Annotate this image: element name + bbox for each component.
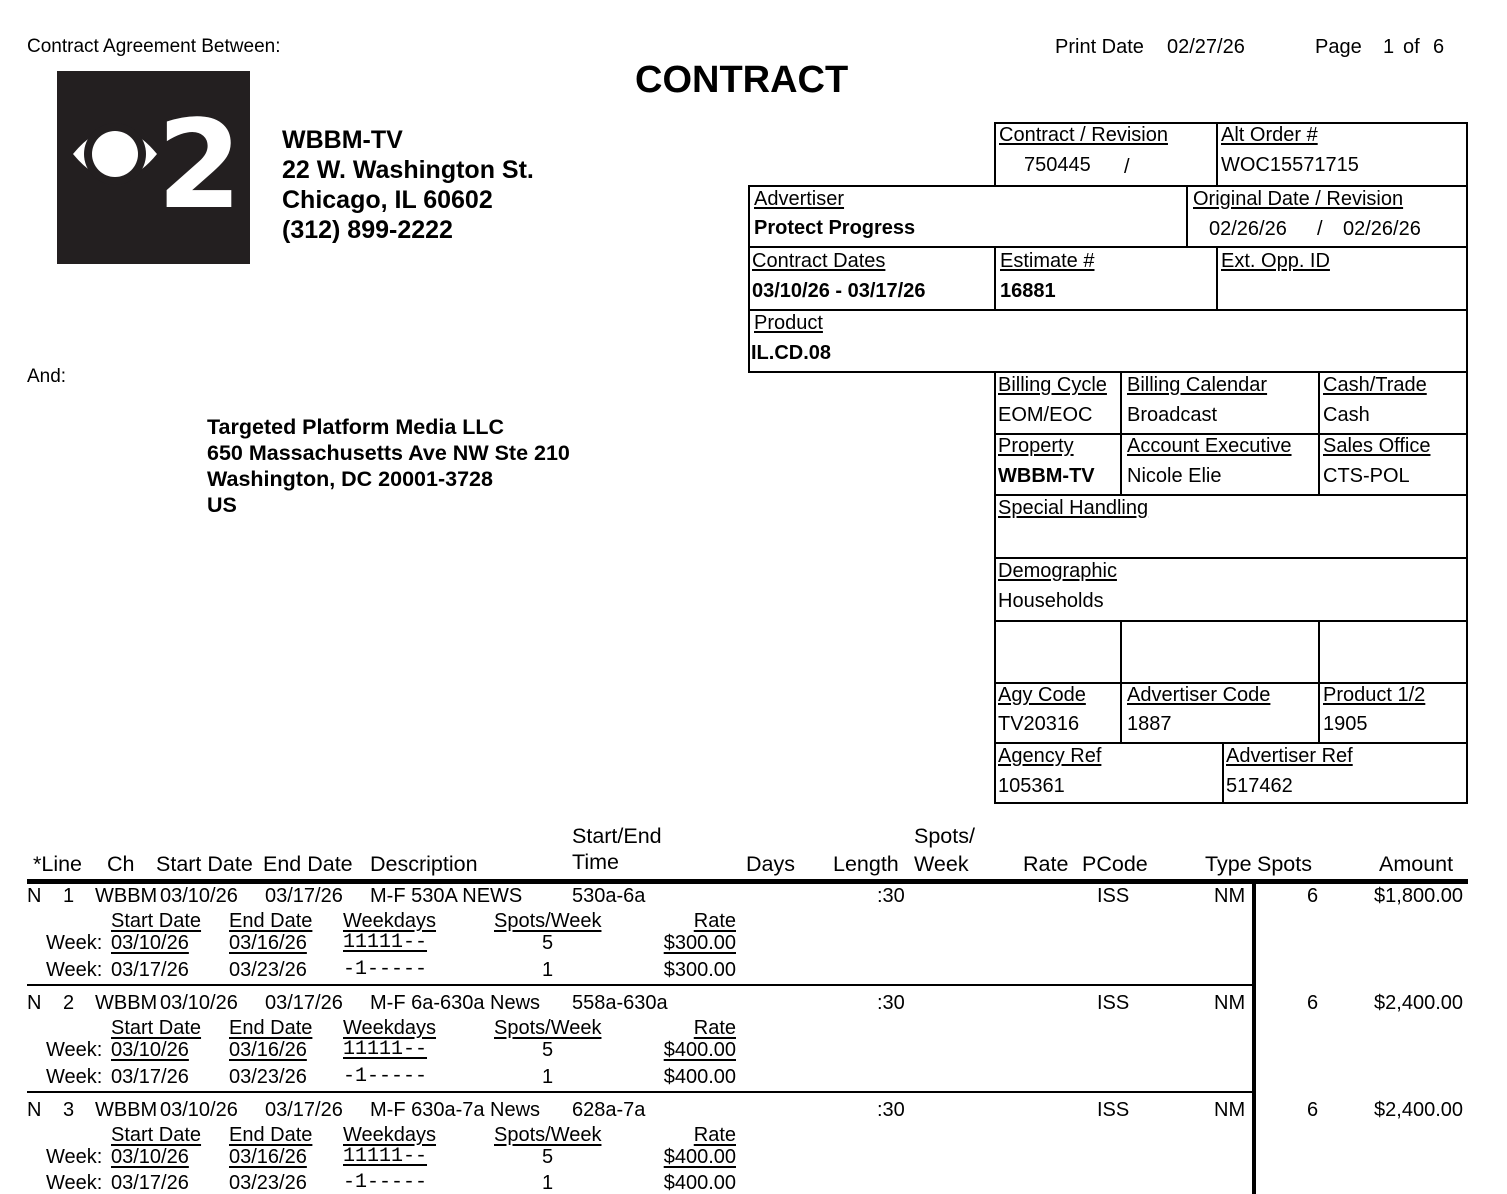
print-date-label: Print Date bbox=[1055, 36, 1144, 58]
week-end: 03/16/26 bbox=[229, 1039, 307, 1061]
contract-dates: 03/10/26 - 03/17/26 bbox=[752, 280, 926, 302]
agy-code-label: Agy Code bbox=[998, 684, 1086, 706]
sub-spots-week: Spots/Week bbox=[494, 1017, 602, 1039]
alt-order-label: Alt Order # bbox=[1221, 124, 1318, 146]
sub-end-date: End Date bbox=[229, 1017, 313, 1039]
row-flag: N bbox=[27, 1099, 42, 1121]
row-description: M-F 630a-7a News bbox=[370, 1099, 541, 1121]
property: WBBM-TV bbox=[998, 465, 1095, 487]
line-divider bbox=[27, 984, 1254, 986]
product12-label: Product 1/2 bbox=[1323, 684, 1426, 706]
advertiser: Protect Progress bbox=[754, 217, 916, 239]
alt-order: WOC15571715 bbox=[1221, 154, 1359, 176]
col-end-date: End Date bbox=[263, 852, 353, 876]
week-weekdays: 11111-- bbox=[343, 931, 428, 954]
original-date-slash: / bbox=[1317, 218, 1323, 240]
agency-address1: 650 Massachusetts Ave NW Ste 210 bbox=[207, 441, 570, 465]
row-length: :30 bbox=[877, 885, 905, 907]
col-time-top: Start/End bbox=[572, 824, 662, 848]
row-description: M-F 530A NEWS bbox=[370, 885, 523, 907]
sub-rate: Rate bbox=[693, 1124, 736, 1146]
week-end: 03/23/26 bbox=[229, 959, 307, 981]
week-start: 03/17/26 bbox=[111, 959, 189, 981]
advertiser-ref: 517462 bbox=[1226, 775, 1293, 797]
line-divider bbox=[27, 1091, 1254, 1093]
week-start: 03/10/26 bbox=[111, 1146, 189, 1168]
col-days: Days bbox=[746, 852, 795, 876]
estimate: 16881 bbox=[1000, 280, 1056, 302]
sub-weekdays: Weekdays bbox=[343, 910, 437, 932]
row-spots: 6 bbox=[1307, 1099, 1319, 1121]
week-label: Week: bbox=[46, 1066, 103, 1088]
station-logo bbox=[57, 71, 250, 264]
special-handling-label: Special Handling bbox=[998, 497, 1149, 519]
row-length: :30 bbox=[877, 992, 905, 1014]
revision-date: 02/26/26 bbox=[1343, 218, 1421, 240]
row-start: 03/10/26 bbox=[160, 1099, 238, 1121]
week-weekdays: 11111-- bbox=[343, 1038, 428, 1061]
billing-cycle: EOM/EOC bbox=[998, 404, 1093, 426]
week-label: Week: bbox=[46, 1146, 103, 1168]
week-label: Week: bbox=[46, 932, 103, 954]
product: IL.CD.08 bbox=[751, 342, 832, 364]
sub-weekdays: Weekdays bbox=[343, 1017, 437, 1039]
week-label: Week: bbox=[46, 959, 103, 981]
sub-start-date: Start Date bbox=[111, 910, 202, 932]
week-spots: 5 bbox=[542, 1146, 554, 1168]
row-pcode: ISS bbox=[1097, 885, 1130, 907]
week-rate: $300.00 bbox=[663, 932, 736, 954]
week-weekdays: -1----- bbox=[343, 1171, 428, 1194]
row-time: 558a-630a bbox=[572, 992, 668, 1014]
original-date: 02/26/26 bbox=[1209, 218, 1287, 240]
sub-rate: Rate bbox=[693, 910, 736, 932]
advertiser-label: Advertiser bbox=[754, 188, 845, 210]
agency-country: US bbox=[207, 493, 237, 517]
advertiser-code-label: Advertiser Code bbox=[1127, 684, 1271, 706]
week-end: 03/16/26 bbox=[229, 1146, 307, 1168]
week-spots: 5 bbox=[542, 1039, 554, 1061]
billing-calendar: Broadcast bbox=[1127, 404, 1218, 426]
sub-start-date: Start Date bbox=[111, 1017, 202, 1039]
sales-office-label: Sales Office bbox=[1323, 435, 1431, 457]
row-line: 1 bbox=[63, 885, 75, 907]
row-type: NM bbox=[1214, 992, 1246, 1014]
week-end: 03/23/26 bbox=[229, 1066, 307, 1088]
row-amount: $2,400.00 bbox=[1374, 1099, 1463, 1121]
row-time: 530a-6a bbox=[572, 885, 646, 907]
sub-spots-week: Spots/Week bbox=[494, 910, 602, 932]
row-type: NM bbox=[1214, 1099, 1246, 1121]
col-time-bottom: Time bbox=[572, 850, 619, 874]
agy-code: TV20316 bbox=[998, 713, 1080, 735]
week-spots: 1 bbox=[542, 959, 554, 981]
col-line: *Line bbox=[33, 852, 83, 876]
col-spots: Spots bbox=[1257, 852, 1312, 876]
col-type: Type bbox=[1205, 852, 1252, 876]
row-type: NM bbox=[1214, 885, 1246, 907]
sub-rate: Rate bbox=[693, 1017, 736, 1039]
col-start-date: Start Date bbox=[156, 852, 253, 876]
cash-trade: Cash bbox=[1323, 404, 1370, 426]
svg-text:2: 2 bbox=[157, 94, 242, 236]
row-pcode: ISS bbox=[1097, 1099, 1130, 1121]
week-rate: $400.00 bbox=[663, 1146, 736, 1168]
original-date-label: Original Date / Revision bbox=[1193, 188, 1404, 210]
contract-revision-slash: / bbox=[1124, 156, 1130, 178]
print-date: 02/27/26 bbox=[1167, 36, 1245, 58]
row-start: 03/10/26 bbox=[160, 885, 238, 907]
row-end: 03/17/26 bbox=[265, 992, 343, 1014]
row-time: 628a-7a bbox=[572, 1099, 646, 1121]
contract-dates-label: Contract Dates bbox=[752, 250, 886, 272]
col-spots-week-top: Spots/ bbox=[914, 824, 975, 848]
row-spots: 6 bbox=[1307, 992, 1319, 1014]
page-number: 1 bbox=[1383, 36, 1395, 58]
week-end: 03/16/26 bbox=[229, 932, 307, 954]
contract-number: 750445 bbox=[1024, 154, 1091, 176]
row-end: 03/17/26 bbox=[265, 1099, 343, 1121]
agreement-label: Contract Agreement Between: bbox=[27, 36, 281, 57]
week-rate: $300.00 bbox=[663, 959, 736, 981]
billing-cycle-label: Billing Cycle bbox=[998, 374, 1107, 396]
row-pcode: ISS bbox=[1097, 992, 1130, 1014]
agency-ref-label: Agency Ref bbox=[998, 745, 1102, 767]
week-weekdays: -1----- bbox=[343, 1065, 428, 1088]
week-start: 03/17/26 bbox=[111, 1066, 189, 1088]
sales-office: CTS-POL bbox=[1323, 465, 1410, 487]
week-spots: 5 bbox=[542, 932, 554, 954]
account-exec-label: Account Executive bbox=[1127, 435, 1292, 457]
week-rate: $400.00 bbox=[663, 1039, 736, 1061]
row-description: M-F 6a-630a News bbox=[370, 992, 541, 1014]
week-start: 03/10/26 bbox=[111, 1039, 189, 1061]
col-spots-week-bottom: Week bbox=[914, 852, 969, 876]
agency-address2: Washington, DC 20001-3728 bbox=[207, 467, 493, 491]
ext-opp-label: Ext. Opp. ID bbox=[1221, 250, 1330, 272]
and-label: And: bbox=[27, 366, 67, 387]
row-spots: 6 bbox=[1307, 885, 1319, 907]
week-rate: $400.00 bbox=[663, 1172, 736, 1194]
station-address2: Chicago, IL 60602 bbox=[282, 186, 493, 214]
row-flag: N bbox=[27, 992, 42, 1014]
week-label: Week: bbox=[46, 1039, 103, 1061]
week-rate: $400.00 bbox=[663, 1066, 736, 1088]
row-ch: WBBM bbox=[95, 885, 158, 907]
page-label: Page bbox=[1315, 36, 1362, 58]
product-label: Product bbox=[754, 312, 823, 334]
sub-spots-week: Spots/Week bbox=[494, 1124, 602, 1146]
product12: 1905 bbox=[1323, 713, 1368, 735]
row-ch: WBBM bbox=[95, 1099, 158, 1121]
col-rate: Rate bbox=[1023, 852, 1069, 876]
cbs-eye-icon bbox=[57, 71, 250, 264]
page-total: 6 bbox=[1433, 36, 1445, 58]
row-amount: $2,400.00 bbox=[1374, 992, 1463, 1014]
row-flag: N bbox=[27, 885, 42, 907]
cash-trade-label: Cash/Trade bbox=[1323, 374, 1427, 396]
week-start: 03/10/26 bbox=[111, 932, 189, 954]
sub-end-date: End Date bbox=[229, 1124, 313, 1146]
station-address1: 22 W. Washington St. bbox=[282, 156, 534, 184]
spots-column-rule bbox=[1252, 879, 1256, 1194]
row-start: 03/10/26 bbox=[160, 992, 238, 1014]
row-amount: $1,800.00 bbox=[1374, 885, 1463, 907]
col-amount: Amount bbox=[1379, 852, 1454, 876]
property-label: Property bbox=[998, 435, 1074, 457]
station-phone: (312) 899-2222 bbox=[282, 216, 453, 244]
row-line: 2 bbox=[63, 992, 75, 1014]
contract-revision-label: Contract / Revision bbox=[999, 124, 1168, 146]
col-pcode: PCode bbox=[1082, 852, 1148, 876]
row-end: 03/17/26 bbox=[265, 885, 343, 907]
station-name: WBBM-TV bbox=[282, 126, 403, 154]
account-exec: Nicole Elie bbox=[1127, 465, 1222, 487]
row-ch: WBBM bbox=[95, 992, 158, 1014]
week-weekdays: -1----- bbox=[343, 958, 428, 981]
row-length: :30 bbox=[877, 1099, 905, 1121]
agency-ref: 105361 bbox=[998, 775, 1065, 797]
sub-weekdays: Weekdays bbox=[343, 1124, 437, 1146]
sub-start-date: Start Date bbox=[111, 1124, 202, 1146]
week-spots: 1 bbox=[542, 1172, 554, 1194]
demographic: Households bbox=[998, 590, 1104, 612]
sub-end-date: End Date bbox=[229, 910, 313, 932]
col-ch: Ch bbox=[107, 852, 135, 876]
page-title: CONTRACT bbox=[635, 59, 849, 101]
week-weekdays: 11111-- bbox=[343, 1145, 428, 1168]
page-of: of bbox=[1403, 36, 1420, 58]
billing-calendar-label: Billing Calendar bbox=[1127, 374, 1268, 396]
agency-name: Targeted Platform Media LLC bbox=[207, 415, 505, 439]
col-description: Description bbox=[370, 852, 478, 876]
estimate-label: Estimate # bbox=[1000, 250, 1095, 272]
week-label: Week: bbox=[46, 1172, 103, 1194]
week-spots: 1 bbox=[542, 1066, 554, 1088]
demographic-label: Demographic bbox=[998, 560, 1117, 582]
col-length: Length bbox=[833, 852, 899, 876]
advertiser-code: 1887 bbox=[1127, 713, 1172, 735]
week-end: 03/23/26 bbox=[229, 1172, 307, 1194]
advertiser-ref-label: Advertiser Ref bbox=[1226, 745, 1353, 767]
row-line: 3 bbox=[63, 1099, 75, 1121]
week-start: 03/17/26 bbox=[111, 1172, 189, 1194]
